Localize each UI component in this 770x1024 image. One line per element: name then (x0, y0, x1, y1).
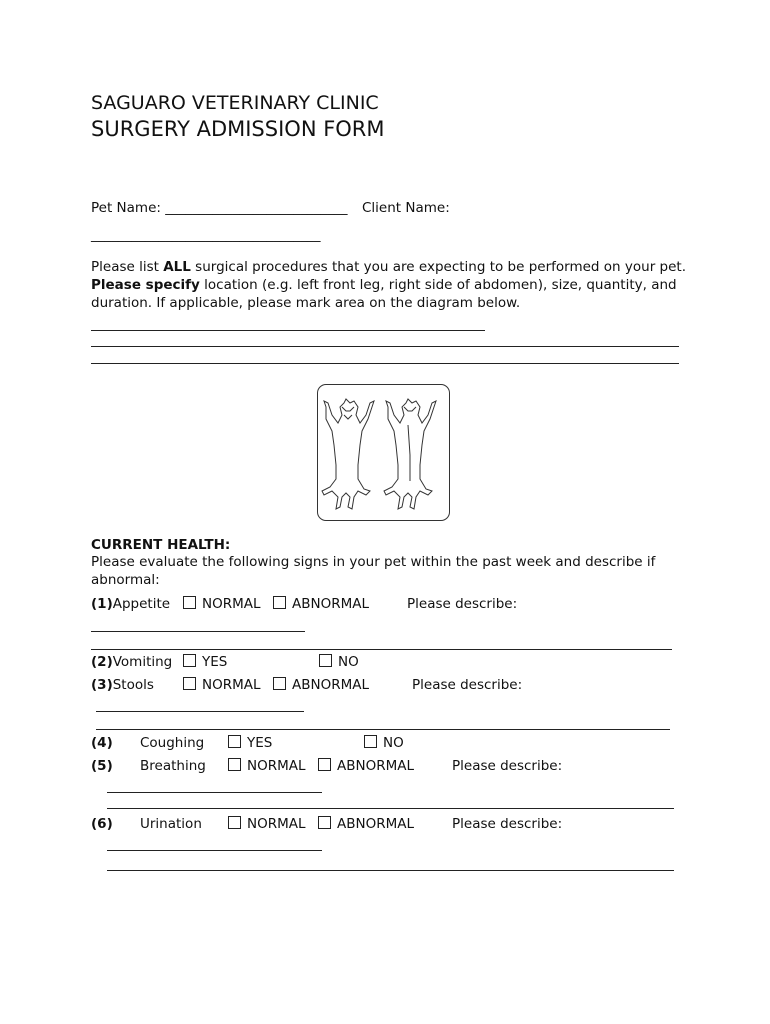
procedures-instructions: Please list ALL surgical procedures that you are expecting to be performed on your pet. Please specify location (e.g. left front leg, right side of abdomen), size, quantity, and duration. If applicable, please mark area on the diagram below. (91, 259, 686, 311)
vomiting-yes-checkbox[interactable]: YES (183, 653, 227, 671)
current-health-heading: CURRENT HEALTH: (91, 537, 231, 553)
procedures-answer-line-1[interactable] (91, 330, 485, 331)
client-name-field[interactable]: __________________________________ (91, 227, 321, 243)
checkbox-icon (318, 816, 331, 829)
urination-describe-line-1[interactable] (107, 850, 322, 851)
health-item-urination: Urination (140, 816, 202, 832)
urination-abnormal-checkbox[interactable]: ABNORMAL (318, 815, 414, 833)
health-item-breathing: Breathing (140, 758, 206, 774)
stools-describe-label: Please describe: (412, 677, 523, 693)
coughing-yes-checkbox[interactable]: YES (228, 734, 272, 752)
appetite-describe-line-2[interactable] (91, 649, 672, 650)
stools-describe-line-2[interactable] (96, 729, 670, 730)
checkbox-icon (318, 758, 331, 771)
pet-name-field[interactable]: Pet Name: ___________________________ (91, 200, 348, 216)
breathing-describe-label: Please describe: (452, 758, 563, 774)
vomiting-no-checkbox[interactable]: NO (319, 653, 359, 671)
coughing-no-checkbox[interactable]: NO (364, 734, 404, 752)
health-item-6-number: (6) (91, 816, 113, 832)
checkbox-icon (183, 654, 196, 667)
client-name-label: Client Name: (362, 200, 450, 216)
clinic-name: SAGUARO VETERINARY CLINIC (91, 92, 379, 114)
checkbox-icon (273, 596, 286, 609)
urination-normal-checkbox[interactable]: NORMAL (228, 815, 306, 833)
checkbox-icon (183, 677, 196, 690)
checkbox-icon (183, 596, 196, 609)
checkbox-icon (364, 735, 377, 748)
appetite-normal-checkbox[interactable]: NORMAL (183, 595, 261, 613)
procedures-answer-line-2[interactable] (91, 346, 679, 347)
emphasis-please-specify: Please specify (91, 277, 200, 293)
breathing-describe-line-1[interactable] (107, 792, 322, 793)
appetite-describe-line-1[interactable] (91, 631, 305, 632)
stools-describe-line-1[interactable] (96, 711, 304, 712)
health-item-4-number: (4) (91, 735, 113, 751)
pet-body-diagram-icon (318, 385, 449, 520)
health-item-appetite: (1)Appetite (91, 596, 171, 612)
health-item-vomiting: (2)Vomiting (91, 654, 173, 670)
checkbox-icon (228, 735, 241, 748)
stools-normal-checkbox[interactable]: NORMAL (183, 676, 261, 694)
form-title: SURGERY ADMISSION FORM (91, 117, 385, 141)
breathing-abnormal-checkbox[interactable]: ABNORMAL (318, 757, 414, 775)
health-item-coughing: Coughing (140, 735, 205, 751)
health-item-5-number: (5) (91, 758, 113, 774)
health-item-stools: (3)Stools (91, 677, 154, 693)
checkbox-icon (319, 654, 332, 667)
breathing-describe-line-2[interactable] (107, 808, 674, 809)
breathing-normal-checkbox[interactable]: NORMAL (228, 757, 306, 775)
checkbox-icon (228, 816, 241, 829)
urination-describe-line-2[interactable] (107, 870, 674, 871)
checkbox-icon (228, 758, 241, 771)
current-health-instructions: Please evaluate the following signs in your pet within the past week and describe if abnormal: (91, 554, 656, 588)
stools-abnormal-checkbox[interactable]: ABNORMAL (273, 676, 369, 694)
appetite-describe-label: Please describe: (407, 596, 518, 612)
checkbox-icon (273, 677, 286, 690)
appetite-abnormal-checkbox[interactable]: ABNORMAL (273, 595, 369, 613)
urination-describe-label: Please describe: (452, 816, 563, 832)
emphasis-all: ALL (163, 259, 191, 275)
procedures-answer-line-3[interactable] (91, 363, 679, 364)
pet-body-diagram[interactable] (317, 384, 450, 521)
